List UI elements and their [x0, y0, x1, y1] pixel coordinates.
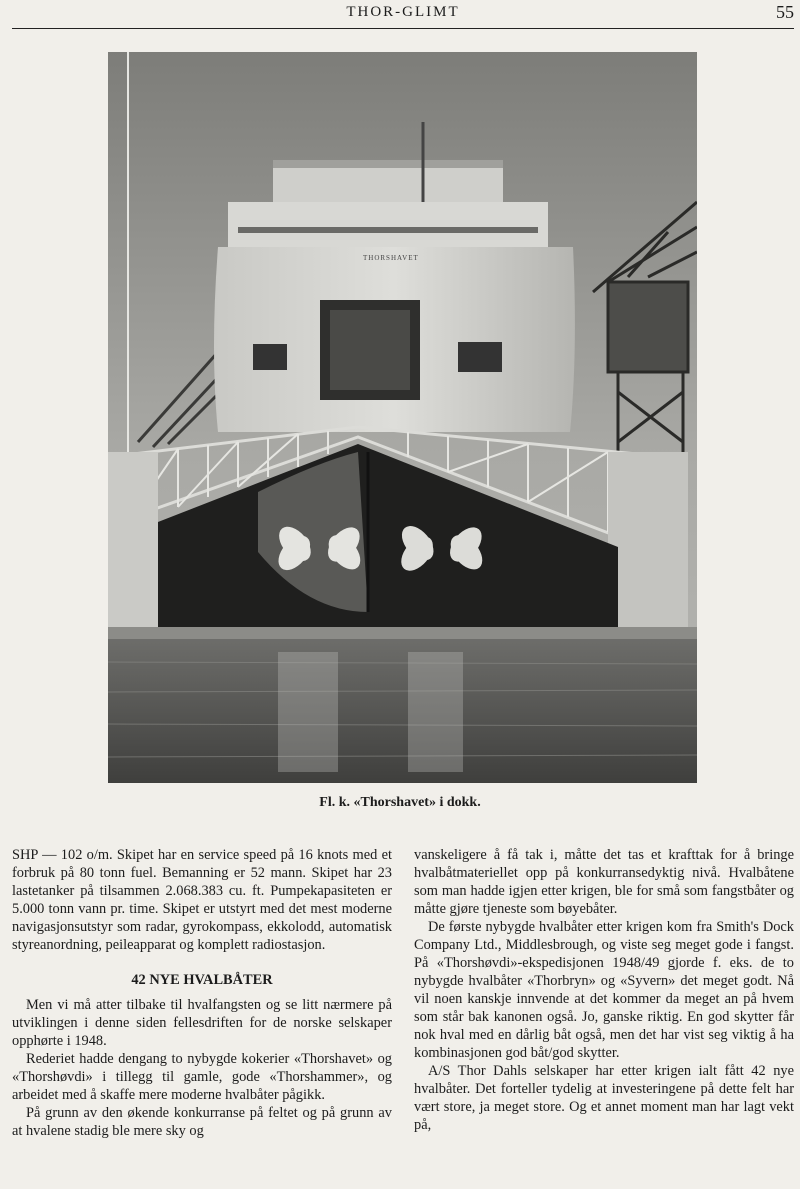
figure-caption: Fl. k. «Thorshavet» i dokk. — [319, 795, 481, 810]
section-heading: 42 NYE HVALBÅTER — [131, 972, 273, 988]
paragraph: De første nybygde hvalbåter etter krigen kom fra Smith's Dock Company Ltd., Middlesbrough, og viste seg meget gode i fangst. På «Thorshøvdi»-ekspedisjonen 1948/49 gjorde f. eks. de to nybygde hvalbåter «Thorbryn» og «Syvern» det meget godt. Nå vil noen kanskje innvende at det kommer da meget an på hvem som står bak kanonen også. Jo, ganske riktig. En god skytter får nok hval med en dårlig båt også, men det har vist seg viktig å ha kombinasjonen god båt/god skytter. — [414, 919, 794, 1061]
paragraph: På grunn av den økende konkurranse på feltet og på grunn av at hvalene stadig ble mere sky og — [12, 1105, 392, 1139]
right-column — [414, 846, 794, 1134]
paragraph: vanskeligere å få tak i, måtte det tas et krafttak for å bringe hvalbåtmateriellet opp på konkurransedyktig nivå. Hvalbåtene som man hadde igjen etter krigen, ble for små som fangstbåter og måtte gjøre tjeneste som bøyebåter. — [414, 847, 794, 917]
ship-in-dock-photo — [108, 52, 697, 783]
running-title: THOR-GLIMT — [346, 4, 460, 20]
paragraph: SHP — 102 o/m. Skipet har en service speed på 16 knots med et forbruk på 80 tonn fuel. Bemanning er 52 mann. Skipet har 23 lastetanker på tilsammen 2.068.383 cu. ft. Pumpekapasiteten er 5.000 tonn vann pr. time. Skipet er utstyrt med det mest moderne navigasjonsutstyr som radar, gyrokompass, ekkolodd, automatisk styreanordning, peileapparat og komplett radiostasjon. — [12, 847, 392, 953]
page-number: 55 — [776, 2, 794, 22]
left-column — [12, 846, 392, 1140]
paragraph: A/S Thor Dahls selskaper har etter krigen ialt fått 42 nye hvalbåter. Det forteller tydelig at investeringene på dette felt har vært store, ja meget store. Og et annet moment man har lagt vekt på, — [414, 1063, 794, 1133]
paragraph: Rederiet hadde dengang to nybygde kokerier «Thorshavet» og «Thorshøvdi» i tillegg til gamle, gode «Thorshammer», og arbeidet med å skaffe mere moderne hvalbåter pågikk. — [12, 1051, 392, 1103]
hull-name-label: THORSHAVET — [363, 254, 419, 262]
page-header — [12, 0, 794, 29]
paragraph: Men vi må atter tilbake til hvalfangsten og se litt nærmere på utviklingen i denne siden fellesdriften for de norske selskaper opphørte i 1948. — [12, 997, 392, 1049]
